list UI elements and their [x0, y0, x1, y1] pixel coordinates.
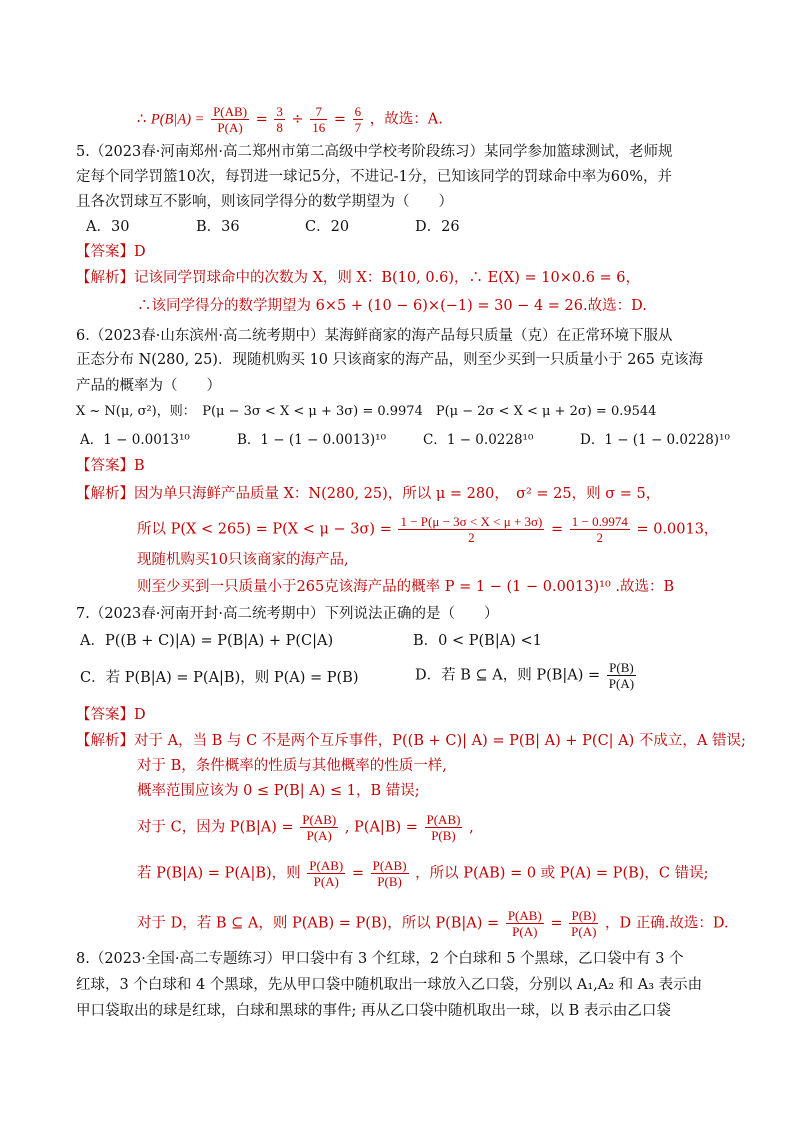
- fraction: $\frac{1 - P(\mu - 3\sigma < X < \mu + 3\sigma)}{2}$: [400, 514, 543, 545]
- q5-line-2: 定每个同学罚篮10次，每罚进一球记5分，不进记-1分，已知该同学的罚球命中率为60%，并: [76, 169, 673, 185]
- q5-line-1: 5.（2023春·河南郑州·高二郑州市第二高级中学校考阶段练习）某同学参加篮球测试，老师规: [76, 144, 673, 160]
- q6-answer: 【答案】B: [76, 458, 145, 474]
- q7-analysis-6: 对于 D，若 B ⊆ A，则 P(AB) = P(B)，所以 P(B|A) = $\frac{P(AB)}{P(A)}$ = $\frac{P(B)}{P(A)}$ ，D 正确.故选：D.: [137, 908, 729, 939]
- q7-analysis-1: 【解析】对于 A，当 B 与 C 不是两个互斥事件，P((B + C)| A) = P(B| A) + P(C| A) 不成立，A 错误;: [76, 733, 746, 749]
- fraction: $\frac{6}{7}$: [354, 104, 362, 135]
- q5-option-c: C．20: [305, 219, 350, 235]
- q6-analysis-3: 现随机购买10只该商家的海产品,: [137, 552, 349, 568]
- q6-option-d: D．1 − (1 − 0.0228)¹⁰: [580, 432, 730, 448]
- q5-option-d: D．26: [415, 219, 460, 235]
- q8-line-2: 红球，3 个白球和 4 个黑球，先从甲口袋中随机取出一球放入乙口袋，分别以 A₁,A₂ 和 A₃ 表示由: [76, 977, 703, 993]
- fraction: $\frac{P(AB)}{P(B)}$: [372, 858, 407, 889]
- fraction: $\frac{P(B)}{P(A)}$: [608, 660, 635, 691]
- fraction: $\frac{P(AB)}{P(B)}$: [426, 812, 461, 843]
- fraction: $\frac{P(AB)}{P(A)}$: [302, 812, 337, 843]
- q7-option-c: C．若 P(B|A) = P(A|B)，则 P(A) = P(B): [80, 670, 359, 686]
- fraction: $\frac{P(B)}{P(A)}$: [571, 908, 597, 939]
- q6-analysis-4: 则至少买到一只质量小于265克该海产品的概率 P = 1 − (1 − 0.0013)¹⁰ .故选：B: [137, 579, 675, 595]
- q7-analysis-5: 若 P(B|A) = P(A|B)，则 $\frac{P(AB)}{P(A)}$ = $\frac{P(AB)}{P(B)}$ ，所以 P(AB) = 0 或 P(A) = P(B)，C 错误;: [137, 858, 709, 889]
- solution-tail-q4: ∴ P(B|A) = $\frac{P(AB)}{P(A)}$ = $\frac{3}{8}$ ÷ $\frac{7}{16}$ = $\frac{6}{7}$ ，故选：A.: [137, 104, 443, 135]
- q8-line-1: 8.（2023·全国·高二专题练习）甲口袋中有 3 个红球，2 个白球和 5 个黑球，乙口袋中有 3 个: [76, 951, 684, 967]
- q5-option-b: B．36: [196, 219, 240, 235]
- q5-answer: 【答案】D: [76, 244, 146, 260]
- q6-line-4: X ~ N(μ, σ²)，则： P(μ − 3σ < X < μ + 3σ) = 0.9974 P(μ − 2σ < X < μ + 2σ) = 0.9544: [76, 404, 657, 419]
- fraction: $\frac{7}{16}$: [312, 104, 326, 135]
- q6-line-2: 正态分布 N(280, 25)．现随机购买 10 只该商家的海产品，则至少买到一只质量小于 265 克该海: [76, 352, 704, 368]
- fraction: $\frac{3}{8}$: [276, 104, 283, 135]
- q6-option-b: B．1 − (1 − 0.0013)¹⁰: [237, 432, 386, 448]
- q7-analysis-3: 概率范围应该为 0 ≤ P(B| A) ≤ 1，B 错误;: [137, 783, 420, 799]
- q7-analysis-2: 对于 B，条件概率的性质与其他概率的性质一样,: [137, 758, 447, 774]
- q5-analysis-1: 【解析】记该同学罚球命中的次数为 X，则 X：B(10, 0.6)，∴ E(X) = 10×0.6 = 6，: [76, 270, 641, 286]
- q6-line-3: 产品的概率为（ ）: [76, 378, 221, 394]
- q6-analysis-1: 【解析】因为单只海鲜产品质量 X：N(280, 25)，所以 μ = 280， σ² = 25，则 σ = 5，: [76, 486, 661, 502]
- q6-option-a: A．1 − 0.0013¹⁰: [80, 432, 190, 448]
- q7-option-d: D．若 B ⊆ A，则 P(B|A) = $\frac{P(B)}{P(A)}$: [415, 660, 635, 691]
- q7-line-1: 7.（2023春·河南开封·高二统考期中）下列说法正确的是（ ）: [76, 606, 499, 622]
- q7-option-b: B．0 < P(B|A) <1: [413, 633, 542, 649]
- q5-option-a: A．30: [86, 219, 130, 235]
- q7-option-a: A．P((B + C)|A) = P(B|A) + P(C|A): [80, 633, 334, 649]
- q6-option-c: C．1 − 0.0228¹⁰: [423, 432, 534, 448]
- q6-analysis-2: 所以 P(X < 265) = P(X < μ − 3σ) = $\frac{1 - P(\mu - 3\sigma < X < \mu + 3\sigma)}{2}$ = $\frac{1 - 0.9974}{2}$ = 0.0013，: [137, 514, 719, 545]
- fraction: $\frac{P(AB)}{P(A)}$: [213, 104, 248, 135]
- q7-analysis-4: 对于 C，因为 P(B|A) = $\frac{P(AB)}{P(A)}$ , P(A|B) = $\frac{P(AB)}{P(B)}$ ,: [137, 812, 474, 843]
- q5-analysis-2: ∴该同学得分的数学期望为 6×5 + (10 − 6)×(−1) = 30 − 4 = 26.故选：D.: [137, 298, 647, 314]
- fraction: $\frac{1 - 0.9974}{2}$: [571, 514, 628, 545]
- q6-line-1: 6.（2023春·山东滨州·高二统考期中）某海鲜商家的海产品每只质量（克）在正常环境下服从: [76, 328, 673, 344]
- fraction: $\frac{P(AB)}{P(A)}$: [507, 908, 542, 939]
- fraction: $\frac{P(AB)}{P(A)}$: [309, 858, 344, 889]
- q7-answer: 【答案】D: [76, 707, 146, 723]
- q8-line-3: 甲口袋取出的球是红球，白球和黑球的事件; 再从乙口袋中随机取出一球，以 B 表示由乙口袋: [76, 1003, 671, 1019]
- q5-line-3: 且各次罚球互不影响，则该同学得分的数学期望为（ ）: [76, 194, 453, 210]
